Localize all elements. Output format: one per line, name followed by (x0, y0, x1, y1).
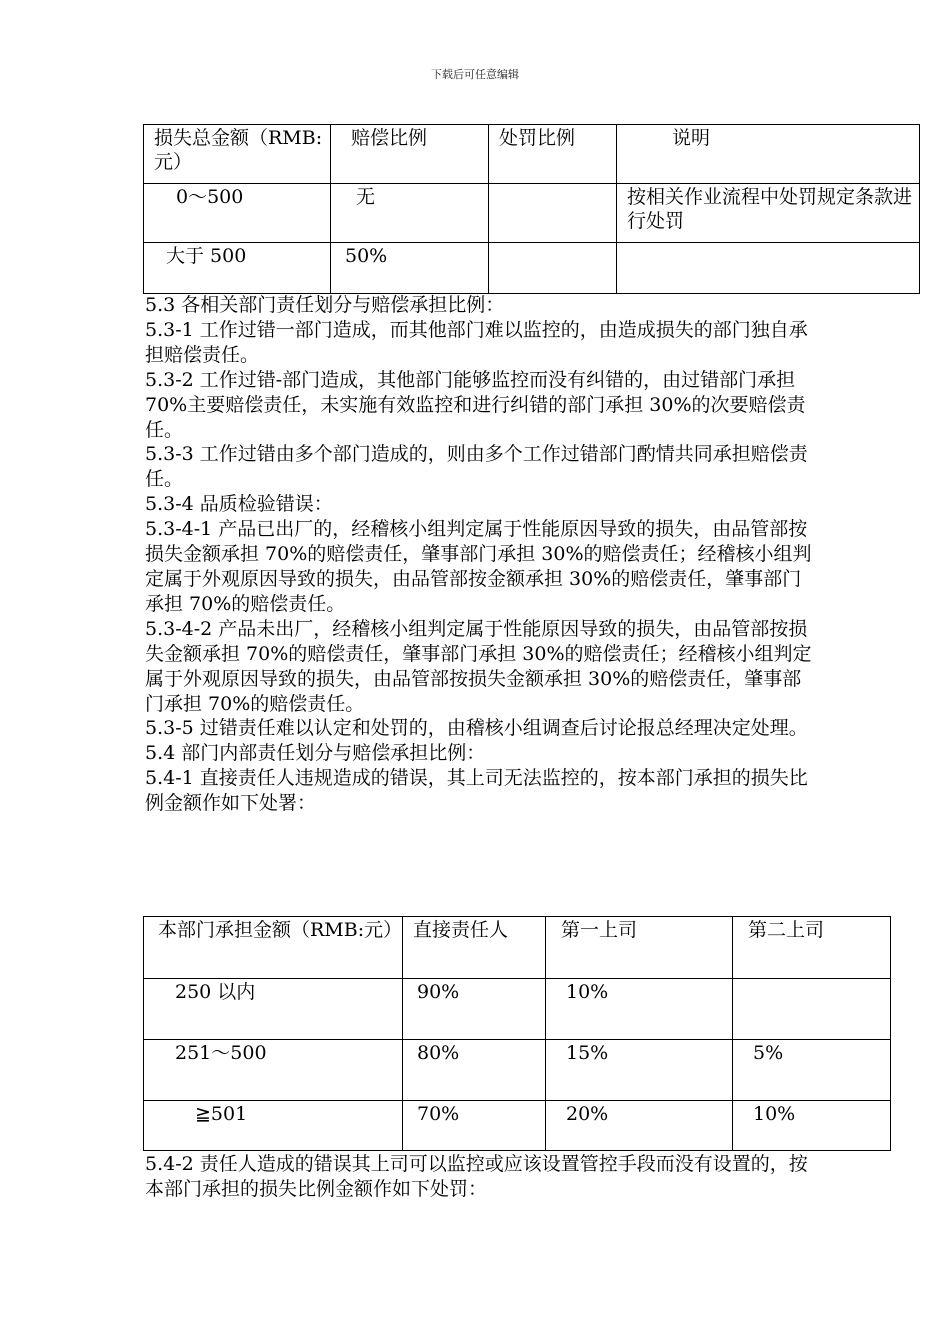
table-row (144, 979, 891, 1040)
paragraph: 5.3-5 过错责任难以认定和处罚的，由稽核小组调查后讨论报总经理决定处理。 (145, 717, 808, 740)
table-header-row (144, 125, 920, 184)
table-cell: 10% (753, 1103, 796, 1125)
paragraph: 5.4-2 责任人造成的错误其上司可以监控或应该设置管控手段而没有设置的，按本部门承担的损失比例金额作如下处罚： (145, 1153, 808, 1200)
loss-compensation-table (143, 124, 920, 294)
table-cell: 50% (345, 245, 388, 267)
paragraph: 5.3-4-1 产品已出厂的，经稽核小组判定属于性能原因导致的损失，由品管部按损失金额承担 70%的赔偿责任，肇事部门承担 30%的赔偿责任；经稽核小组判定属于外观原因导致的损失，由品管部按金额承担 30%的赔偿责任，肇事部门承担 70%的赔偿责任。 (145, 518, 812, 615)
table-row (144, 1101, 891, 1151)
table-row (144, 1040, 891, 1101)
table-cell: ≧501 (195, 1103, 248, 1125)
paragraph: 5.4 部门内部责任划分与赔偿承担比例： (145, 742, 486, 765)
closing-text (145, 1152, 813, 1202)
table-cell: 251～500 (175, 1042, 267, 1064)
table-row (144, 184, 920, 243)
paragraph: 5.3 各相关部门责任划分与赔偿承担比例： (145, 294, 505, 316)
body-text (145, 293, 813, 816)
paragraph: 5.4-1 直接责任人违规造成的错误，其上司无法监控的，按本部门承担的损失比例金额作如下处署： (145, 767, 808, 815)
table-cell: 20% (566, 1103, 609, 1125)
paragraph: 5.3-4 品质检验错误： (145, 493, 333, 516)
paragraph: 5.3-4-2 产品未出厂，经稽核小组判定属于性能原因导致的损失，由品管部按损失金额承担 70%的赔偿责任，肇事部门承担 30%的赔偿责任；经稽核小组判定属于外观原因导致的损失，由品管部按损失金额承担 30%的赔偿责任，肇事部门承担 70%的赔偿责任。 (145, 617, 812, 715)
paragraph: 5.3-2 工作过错-部门造成，其他部门能够监控而没有纠错的，由过错部门承担 70%主要赔偿责任，未实施有效监控和进行纠错的部门承担 30%的次要赔偿责任。 (145, 368, 806, 441)
table-cell: 90% (417, 981, 460, 1003)
table-cell: 15% (566, 1042, 609, 1064)
header-cell-loss-amount: 损失总金额（RMB:元） (154, 127, 323, 173)
table-cell: 按相关作业流程中处罚规定条款进行处罚 (627, 186, 913, 232)
table-cell: 250 以内 (175, 981, 256, 1003)
header-cell-department-amount: 本部门承担金额（RMB:元） (158, 919, 403, 941)
table-cell: 无 (356, 186, 376, 208)
header-cell-second-supervisor: 第二上司 (748, 919, 825, 941)
header-cell-compensation-ratio: 赔偿比例 (351, 127, 428, 149)
header-cell-penalty-ratio: 处罚比例 (499, 127, 576, 149)
paragraph: 5.3-3 工作过错由多个部门造成的，则由多个工作过错部门酌情共同承担赔偿责任。 (145, 443, 808, 491)
header-cell-description: 说明 (672, 127, 711, 149)
table-cell: 10% (566, 981, 609, 1003)
table-cell: 80% (417, 1042, 460, 1064)
page-header: 下载后可任意编辑 (431, 68, 519, 81)
table-header-row (144, 917, 891, 979)
paragraph: 5.3-1 工作过错一部门造成，而其他部门难以监控的，由造成损失的部门独自承担赔偿责任。 (145, 318, 808, 366)
table-cell: 5% (753, 1042, 784, 1064)
header-cell-first-supervisor: 第一上司 (561, 919, 638, 941)
header-cell-direct-responsible: 直接责任人 (413, 919, 509, 941)
department-responsibility-table (143, 916, 891, 1151)
table-cell: 70% (417, 1103, 460, 1125)
table-row (144, 243, 920, 294)
table-cell: 大于 500 (166, 245, 247, 267)
table-cell: 0～500 (176, 186, 244, 208)
